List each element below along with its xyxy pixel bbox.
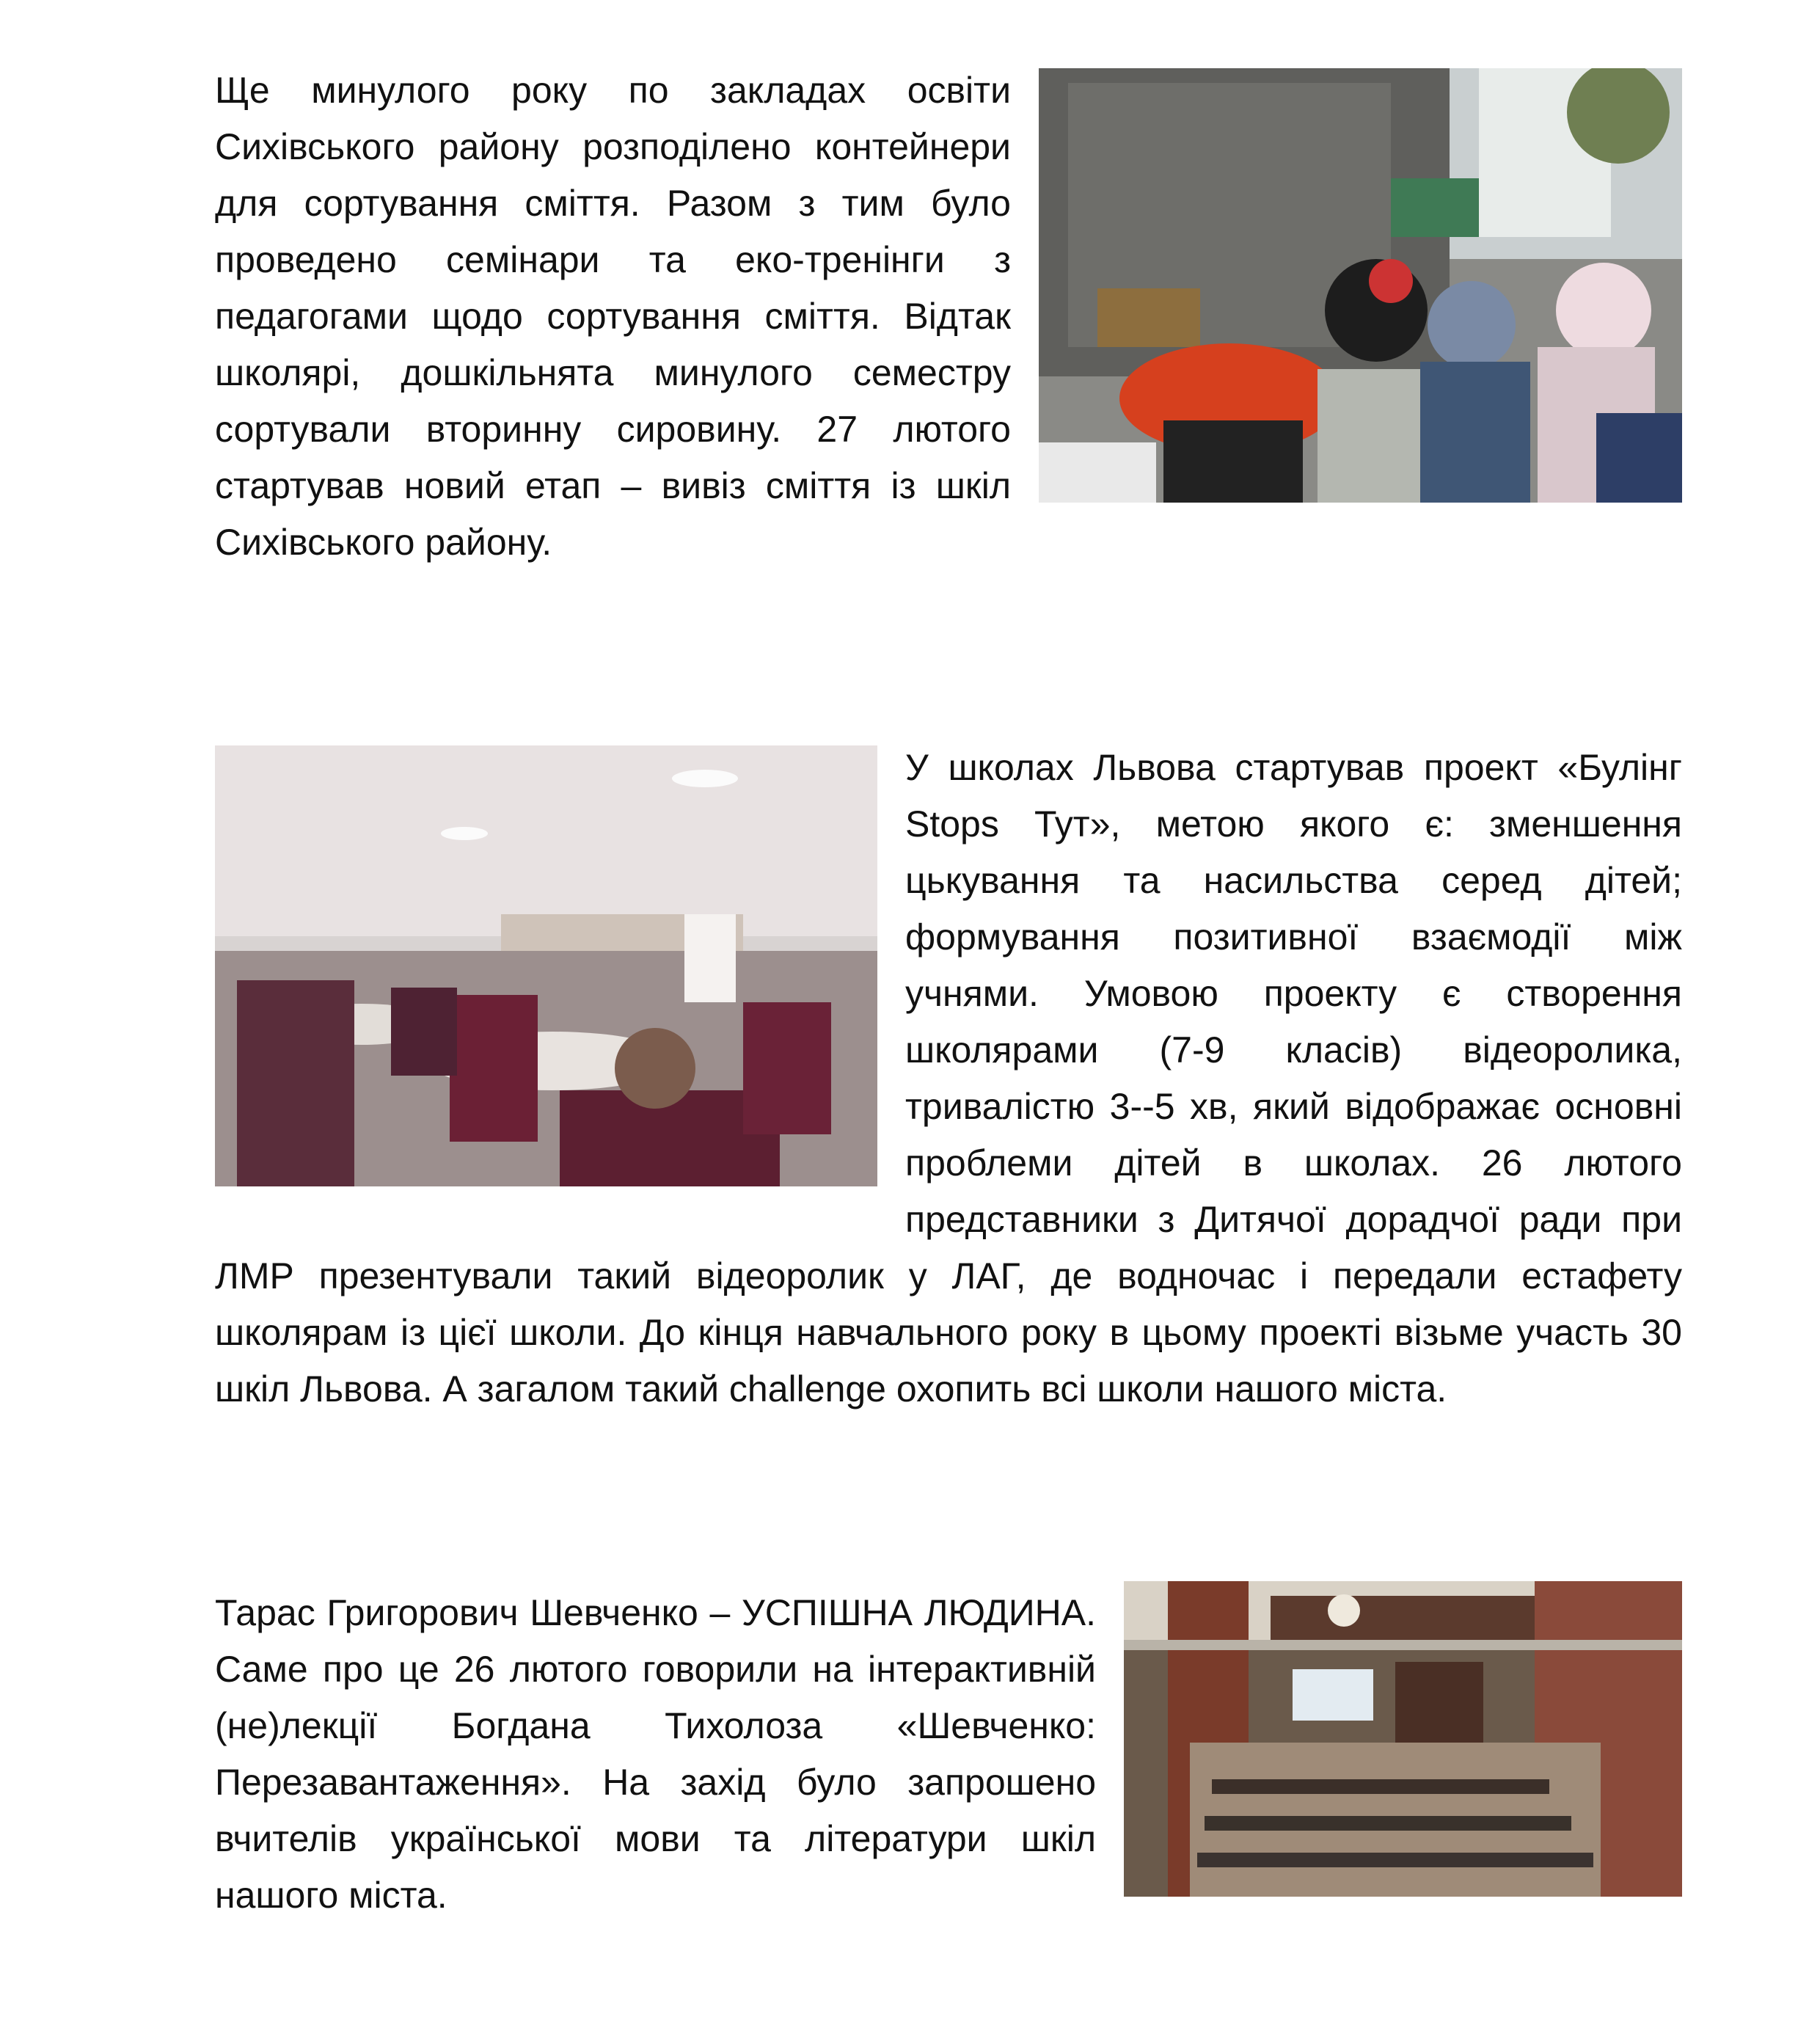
article-shevchenko-lecture [215, 1585, 1682, 1924]
article-text: Ще минулого року по закладах освіти Сихівського району розподілено контейнери для сортування сміття. Разом з тим було проведено семінари та еко-тренінги з педагогами щодо сортування сміття. Відтак школярі, дошкільнята минулого семестру сортували вторинну сировину. 27 лютого стартував новий етап – вивіз сміття із шкіл Сихівського району. [215, 70, 1011, 563]
photo-children-at-truck [1039, 68, 1682, 503]
photo-students-in-classroom [215, 745, 877, 1186]
photo-library-lecture-hall [1124, 1581, 1682, 1897]
article-waste-sorting [215, 62, 1682, 571]
article-bullying-project [215, 740, 1682, 1418]
article-text: Тарас Григорович Шевченко – УСПІШНА ЛЮДИНА. Саме про це 26 лютого говорили на інтерактивній (не)лекції Богдана Тихолоза «Шевченко: Перезавантаження». На захід було запрошено вчителів української мови та літератури шкіл нашого міста. [215, 1592, 1096, 1916]
article-text: У школах Львова стартував проект «Булінг Stops Тут», метою якого є: зменшення цькування та насильства серед дітей; формування позитивної взаємодії між учнями. Умовою проекту є створення школярами (7-9 класів) відеоролика, тривалістю 3--5 хв, який відображає основні проблеми дітей в школах. 26 лютого представники з Дитячої дорадчої ради при ЛМР презентували такий відеоролик у ЛАГ, де водночас і передали естафету школярам із цієї школи. До кінця навчального року в цьому проекті візьме участь 30 шкіл Львова. А загалом такий challenge охопить всі школи нашого міста. [215, 747, 1682, 1409]
